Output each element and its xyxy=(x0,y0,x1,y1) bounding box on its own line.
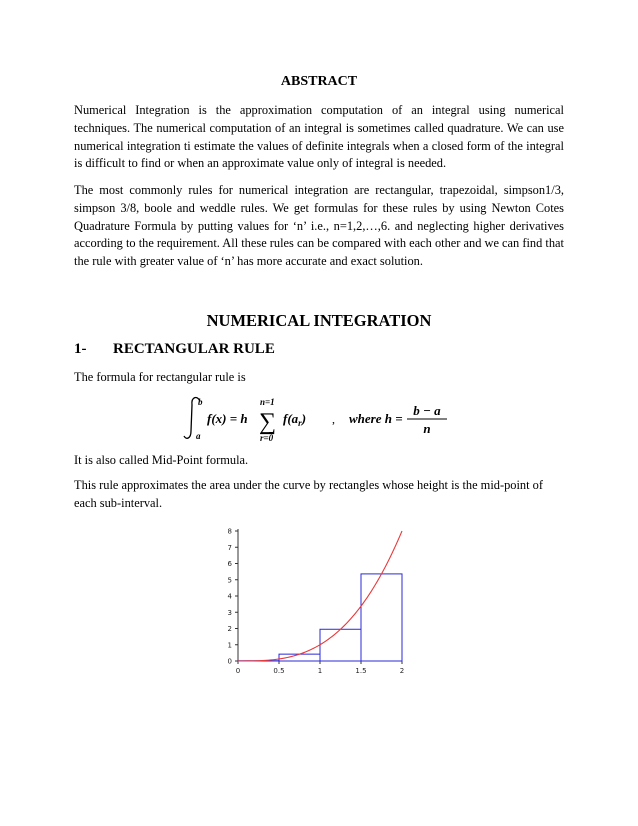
midpoint-rectangle xyxy=(361,574,402,661)
x-tick-label: 1.5 xyxy=(355,667,367,675)
rectangular-rule-formula xyxy=(0,393,638,445)
y-tick-label: 1 xyxy=(227,641,232,650)
y-tick-label: 0 xyxy=(227,657,232,666)
x-tick-label: 0.5 xyxy=(273,667,285,675)
y-tick-label: 6 xyxy=(227,560,232,568)
formula-intro-text: The formula for rectangular rule is xyxy=(74,370,246,384)
rule-description: This rule approximates the area under the curve by rectangles whose height is the mid-point of each sub-interval. xyxy=(74,478,543,510)
integrand: f(x) = h xyxy=(207,411,248,426)
y-tick-label: 4 xyxy=(227,592,232,601)
subsection-heading: RECTANGULAR RULE xyxy=(113,341,275,357)
y-tick-label: 7 xyxy=(227,543,232,552)
y-tick-label: 3 xyxy=(227,608,232,617)
x-tick-label: 2 xyxy=(399,667,405,675)
summand: $f(a_r)$ xyxy=(283,411,307,428)
fraction-numerator: b − a xyxy=(413,403,441,418)
y-tick-label: 5 xyxy=(227,576,232,585)
subsection-number: 1- xyxy=(74,341,87,357)
where-clause: where h = xyxy=(349,411,403,426)
y-tick-label: 8 xyxy=(227,527,232,536)
abstract-paragraph-1: Numerical Integration is the approximation computation of an integral using numerical techniques. The numerical computation of an integral is sometimes called quadrature. We can use numerical integration ti estimate the values of definite integrals when a closed form of the integral is difficult to find or when an approximate value only of integral is needed. xyxy=(74,103,564,171)
abstract-paragraph-2: The most commonly rules for numerical integration are rectangular, trapezoidal, simpson1/3, simpson 3/8, boole and weddle rules. We get formulas for these rules by using Newton Cotes Quadrature Formula by putting values for ‘n’ i.e., n=1,2,…,6. and neglecting higher derivatives according to the requirement. All these rules can be compared with each other and we can find that the rule with greater value of ‘n’ has more accurate and exact solution. xyxy=(74,183,564,269)
fraction-denominator: n xyxy=(423,421,431,436)
midpoint-note: It is also called Mid-Point formula. xyxy=(74,453,249,467)
x-tick-label: 0 xyxy=(235,667,241,675)
integral-upper-limit: b xyxy=(198,397,203,407)
sum-sign: ∑ xyxy=(259,409,277,435)
integral-lower-limit: a xyxy=(196,431,201,441)
x-tick-label: 1 xyxy=(317,667,323,675)
sum-upper-limit: n=1 xyxy=(260,397,275,407)
rectangular-rule-plot xyxy=(206,520,416,685)
abstract-heading: ABSTRACT xyxy=(280,74,358,89)
y-tick-label: 2 xyxy=(227,625,232,633)
midpoint-rectangle xyxy=(320,629,361,661)
section-heading: NUMERICAL INTEGRATION xyxy=(206,311,432,330)
sum-lower-limit: r=0 xyxy=(260,433,274,443)
formula-separator: , xyxy=(332,412,335,426)
